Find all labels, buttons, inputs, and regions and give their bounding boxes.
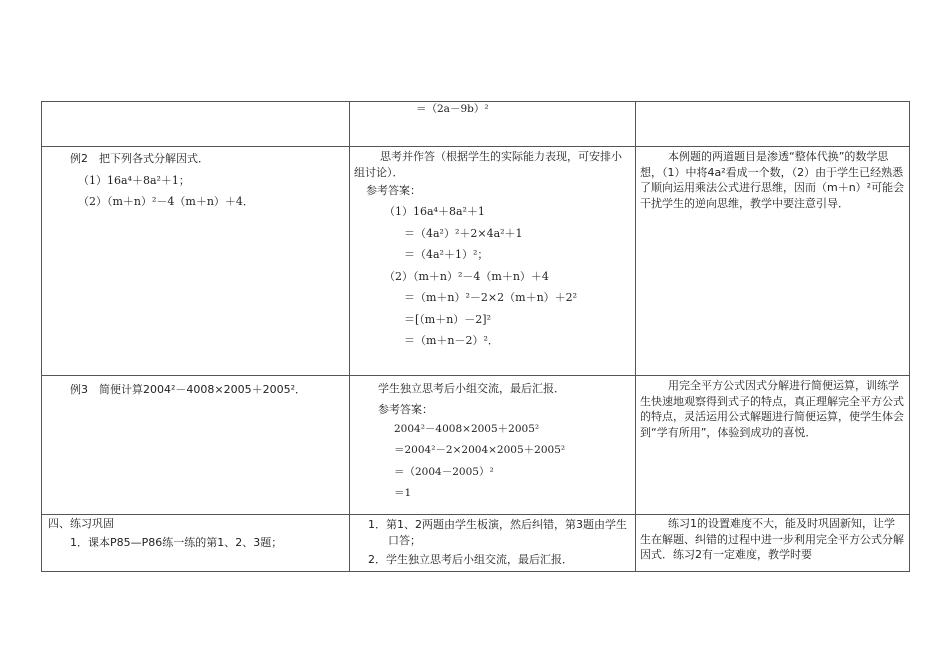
exercise-response: 2．学生独立思考后小组交流，最后汇报． [368,553,573,566]
cell-student [350,376,636,515]
solution-line: 2004²－4008×2005＋2005² [394,422,540,435]
lesson-plan-table [41,101,910,572]
design-intent-text: 练习1的设置难度不大，能及时巩固新知，让学生在解题、纠错的过程中进一步利用完全平方公式分解因式．练习2有一定难度，教学时要 [640,517,904,561]
table-row [42,376,910,515]
solution-line: ＝（4a²＋1）²； [404,248,489,261]
cell-intent [636,515,910,572]
design-intent-text: 用完全平方公式因式分解进行简便运算，训练学生快速地观察得到式子的特点，真正理解完全平方公式的特点，灵活运用公式解题进行简便运算，使学生体会到“学有所用”，体验到成功的喜悦． [640,379,904,439]
answer-label: 参考答案： [378,402,433,416]
cell-intent [636,102,910,147]
solution-line: （2）（m＋n）²－4（m＋n）＋4 [384,269,549,283]
solution-line: ＝[（m＋n）－2]² [404,312,492,326]
cell-activity [42,515,350,572]
formula-line: ＝（2a－9b）² [416,103,489,115]
example-title: 例2 把下列各式分解因式． [70,152,209,165]
cell-student [350,515,636,572]
cell-activity [42,376,350,515]
table-row [42,515,910,572]
answer-label: 参考答案： [366,184,421,197]
table-row [42,102,910,147]
problem-line: （2）（m＋n）²－4（m＋n）＋4． [78,195,254,208]
cell-student [350,102,636,147]
cell-intent [636,376,910,515]
solution-line: ＝（m＋n）²－2×2（m＋n）＋2² [404,291,578,304]
section-heading: 四、练习巩固 [48,517,114,530]
table-row [42,147,910,376]
solution-line: ＝2004²－2×2004×2005＋2005² [394,444,566,456]
exercise-response: 1．第1、2两题由学生板演，然后纠错，第3题由学生口答； [368,518,627,547]
activity-intro: 思考并作答（根据学生的实际能力表现，可安排小组讨论）． [354,150,622,179]
cell-student [350,147,636,376]
cell-intent [636,147,910,376]
solution-line: ＝（4a²）²＋2×4a²＋1 [404,226,523,240]
exercise-line: 1．课本P85—P86练一练的第1、2、3题； [70,536,283,549]
cell-activity [42,147,350,376]
design-intent-text: 本例题的两道题目是渗透“整体代换”的数学思想，（1）中将4a²看成一个数，（2）由于学生已经熟悉了顺向运用乘法公式进行思维，因而（m＋n）²可能会干扰学生的逆向思维，教学中要注意引导． [640,150,905,210]
solution-line: ＝（m＋n－2）²． [404,334,499,347]
solution-line: ＝1 [394,487,412,499]
solution-line: ＝（2004－2005）² [394,465,494,478]
solution-line: （1）16a⁴＋8a²＋1 [384,205,485,218]
activity-intro: 学生独立思考后小组交流，最后汇报． [378,382,565,395]
problem-line: （1）16a⁴＋8a²＋1； [78,173,190,187]
example-title: 例3 简便计算2004²－4008×2005＋2005²． [70,383,307,396]
cell-activity [42,102,350,147]
